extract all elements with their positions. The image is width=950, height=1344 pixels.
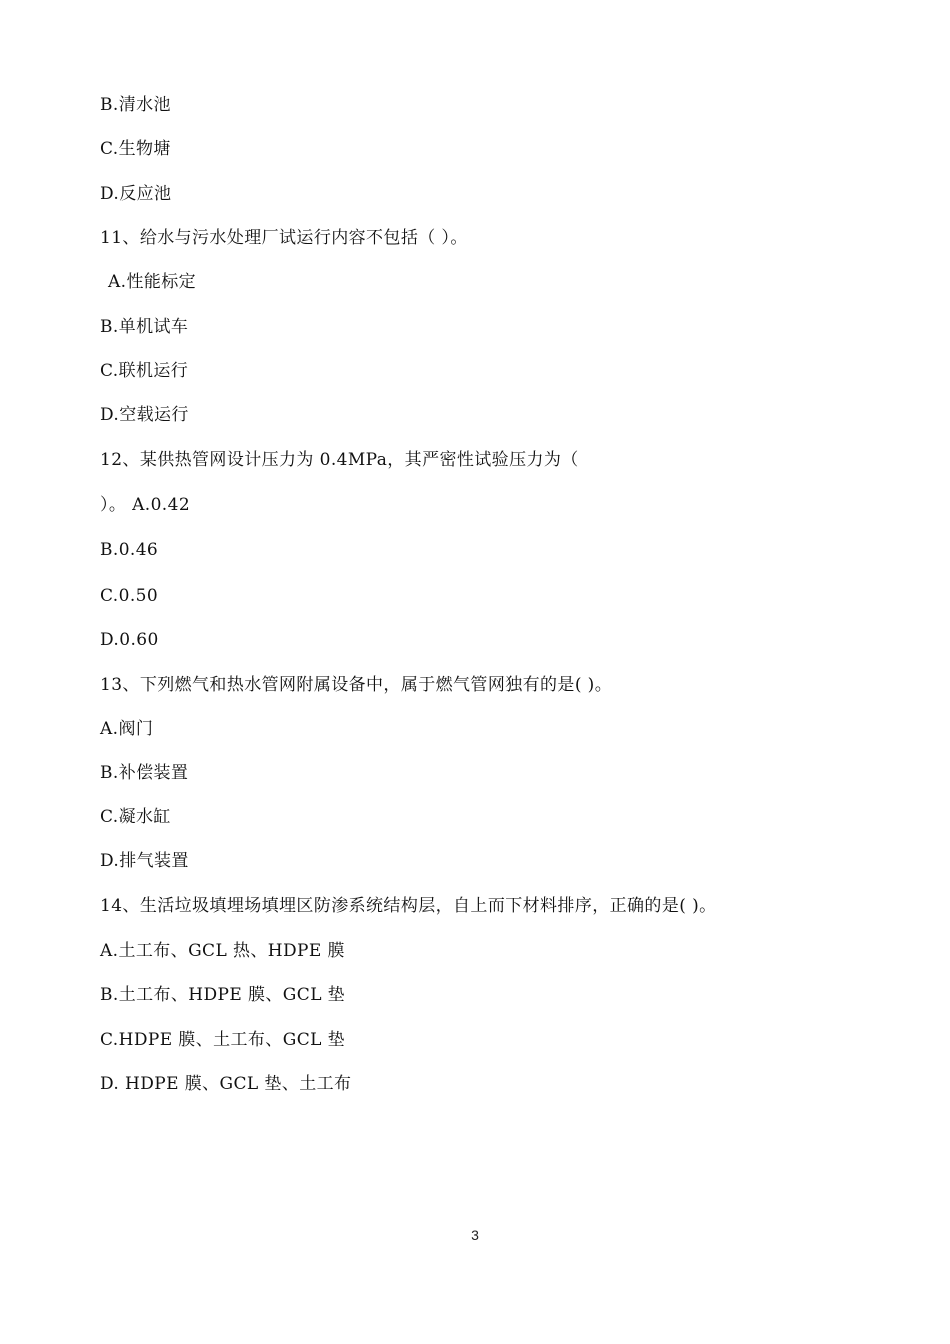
question-11-option-a: A.性能标定 (108, 272, 197, 292)
question-13-option-b: B.补偿装置 (100, 763, 189, 783)
question-14-option-a: A.土工布、GCL 热、HDPE 膜 (100, 941, 345, 961)
question-12-option-b: B.0.46 (100, 540, 159, 560)
question-14: 14、生活垃圾填埋场填埋区防渗系统结构层，自上而下材料排序，正确的是( )。 (100, 896, 717, 916)
question-14-option-c: C.HDPE 膜、土工布、GCL 垫 (100, 1030, 345, 1050)
option-c-text: C.生物塘 (100, 139, 171, 159)
question-13-option-a: A.阀门 (100, 719, 154, 739)
question-12-option-d: D.0.60 (100, 630, 159, 650)
question-13: 13、下列燃气和热水管网附属设备中，属于燃气管网独有的是( )。 (100, 675, 613, 695)
option-b-text: B.清水池 (100, 95, 171, 115)
question-11-option-b: B.单机试车 (100, 317, 189, 337)
question-11-option-d: D.空载运行 (100, 405, 189, 425)
question-14-option-d: D. HDPE 膜、GCL 垫、土工布 (100, 1074, 352, 1094)
question-12-continuation: ）。 A.0.42 (100, 495, 191, 515)
page-number: 3 (471, 1227, 479, 1243)
question-11: 11、给水与污水处理厂试运行内容不包括（ ）。 (100, 228, 468, 248)
question-11-option-c: C.联机运行 (100, 361, 189, 381)
option-d-text: D.反应池 (100, 184, 172, 204)
question-12: 12、某供热管网设计压力为 0.4MPa，其严密性试验压力为（ (100, 450, 579, 470)
question-13-option-d: D.排气装置 (100, 851, 189, 871)
question-13-option-c: C.凝水缸 (100, 807, 171, 827)
question-12-option-c: C.0.50 (100, 586, 159, 606)
question-14-option-b: B.土工布、HDPE 膜、GCL 垫 (100, 985, 346, 1005)
